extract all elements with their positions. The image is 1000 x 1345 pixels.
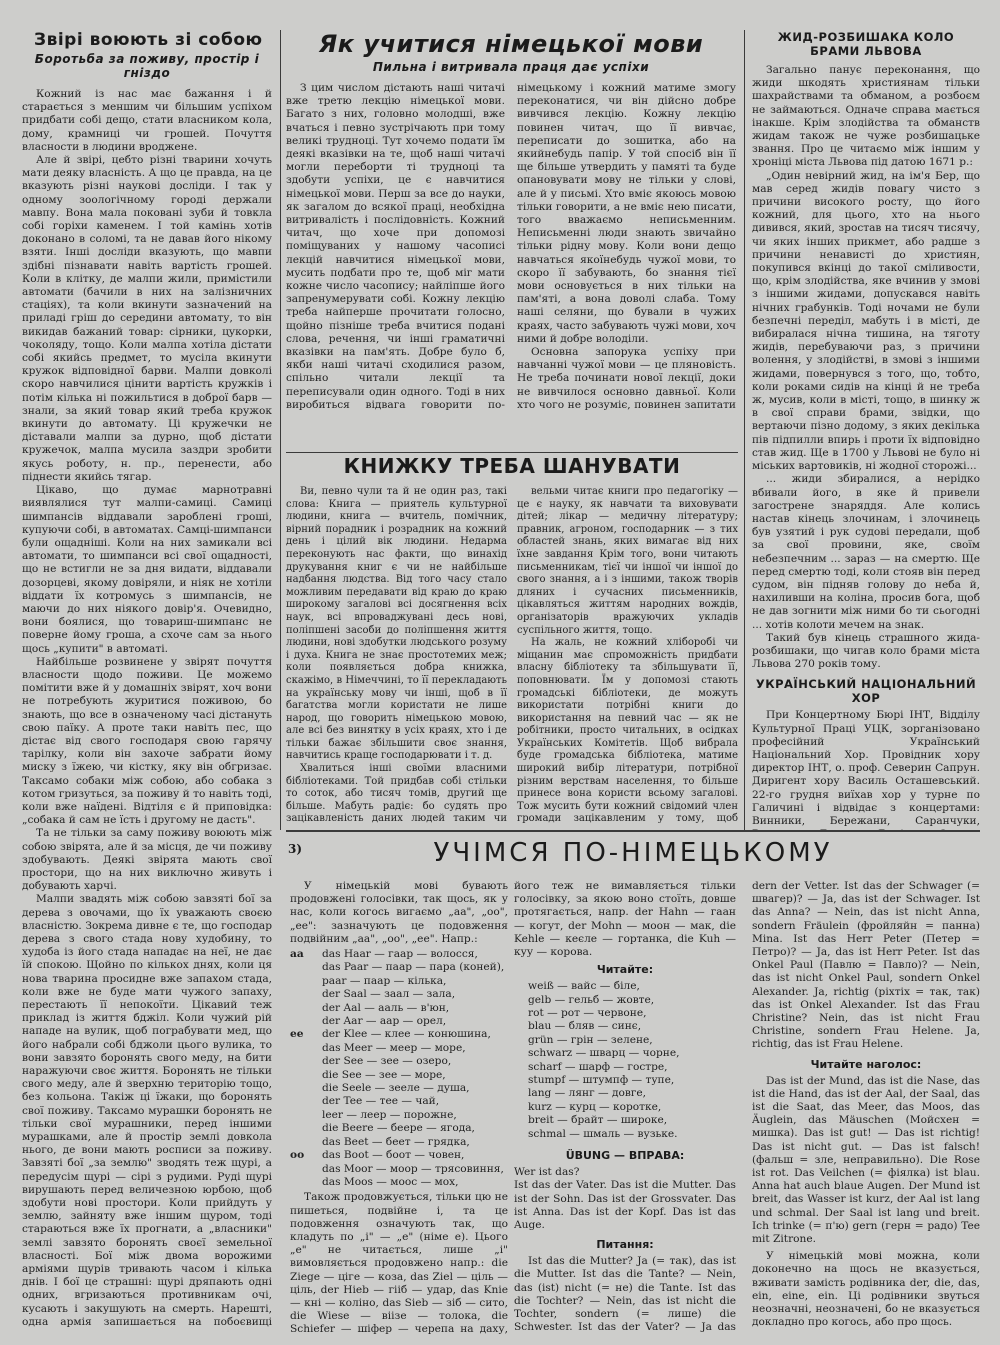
article-title: КНИЖКУ ТРЕБА ШАНУВАТИ [343, 454, 681, 478]
read-item: grün — грін — зелене, [528, 1033, 653, 1046]
vocab-marker [290, 961, 322, 974]
vocab-marker [290, 1163, 322, 1176]
vocab-marker [290, 1109, 322, 1122]
vocab-row [290, 1163, 508, 1176]
vocab-marker: oo [290, 1149, 305, 1162]
vocab-word: die Beere — беере — ягода, [322, 1122, 475, 1135]
vocab-word: der Aar — аар — орел, [322, 1015, 447, 1028]
article-subtitle: Пильна і витривала праця дає успіхи [372, 60, 650, 74]
paragraph: ... жиди збиралися, а нерідко вбивали його, в яке й привели загострене знаряддя. Але колись настав кінець злочинам, і злочинець був узятий і рук судові передали, щоб за свої провини, яке, своїм небезпечним ... зараз — на смертю. Ще перед смертю тоді, коли стояв він перед судом, він підняв голову до неба й, нахиливши на коліна, просив бога, щоб не дав зогнити між ними бо ти сьогодні ... хотів колоти мечем на знак. [752, 473, 980, 631]
vocab-word: das Beet — беет — грядка, [322, 1135, 470, 1148]
lesson-number: 3) [288, 842, 303, 856]
vocab-word: der Aal — ааль — в'юн, [322, 1001, 450, 1014]
lesson-col-1 [290, 880, 508, 1335]
lesson-end: У німецькій мові можна, коли доконечно на щось не вказується, вживати замість родівника der, die, das, ein, eine, ein. Ці родівники звуться неозначні, неозначені, бо не вказується докладно про когось, або про щось. [752, 1250, 980, 1329]
paragraph: Ви, певно чули та й не один раз, такі слова: Книга — приятель культурної людини, книга — вчитель, помічник, вірний порадник і розрадник на кожний день і цілий вік людини. Недарма переконують нас факти, що винахід друкування книг є чи не найбільше надбання людства. Від того часу стало можливим передавати від краю до краю широкому загалові всі досягнення всіх наук, всі впроваджувані десь нові, поліпшені засоби до поліпшення життя людини, нові здобутки людського розуму і духа. Книга не знає простотемих меж; коли появляється добра книжка, скажімо, в Німеччині, то її перекладають на українську мову чи інші, щоб в її багатства могли користати не лише народ, що говорить німецькою мовою, але всі без винятку в усіх краях, хто і де тільки бажає збільшити своє знання, навчитись краще господарювати і т. д. [286, 486, 507, 762]
paragraph: На жаль, не кожний хліборобі чи міщанин має спроможність придбати власну бібліотеку та збільшувати її, поповнювати. Їм у допомозі стають громадські бібліотеки, де можуть використати потрібні книги до використання на певний час — як не робітники, просто читальних, в осідках Українських Комітетів. Щоб вибрала буде громадська бібліотека, матиме широкий вибір літератури, потрібної різним верствам населення, то більше принесе вона користи всьому загалові. Тож мусить бути кожний свідомий член громади зацікавленим у тому, щоб [517, 637, 738, 825]
vocab-marker [290, 988, 322, 1001]
paragraph: Хвалиться інші своїми власними бібліотеками. Той придбав собі стільки то соток, або тисяч томів, другий ще більше. Мабуть радіє: бо судять про зацікавленість даних людей таким чи [286, 763, 507, 825]
paragraph: Найбільше розвинене у звірят почуття власности щодо поживи. Це можемо помітити вже й у домашніх звірят, хоч вони не потребують журитися поживою, бо знають, що все в означеному часі дістануть свою паїку. А проте таки навіть пес, що дістає від свого господаря свою гарячу тарілку, коли він захоче забрати йому миску з їжею, чи кістку, яку він обгризає. Таксамо собаки між собою, або собака з котом гризуться, за поживу й то навіть тоді, коли вже наїдені. Відтіля є й приповідка: „собака й сам не їсть і другому не дасть". [22, 655, 272, 827]
vocab-word: das Paar — паар — пара (коней), [322, 961, 505, 974]
article-robber [752, 30, 980, 830]
lesson-col3: dern der Vetter. Ist das der Schwager (= швагер)? — Ja, das ist der Schwager. Ist das Anna? — Nein, das ist nicht Anna, sondern Fräulein (фройляйн = панна) Mina. Ist das Herr Peter (Петер = Петро)? — Ja, das ist Herr Peter. Ist das Onkel Paul (Павлю = Павло)? — Nein, das ist nicht Onkel Paul, sondern Onkel Alexander. Ja, richtig (ріхтіх = так, так) das ist Onkel Alexander. Ist das Frau Christine? Nein, das ist nicht Frau Christine, sondern Frau Helene. Ja, richtig, das ist Frau Helene. [752, 880, 980, 1051]
lesson-title: УЧІМСЯ ПО-НІМЕЦЬКОМУ [433, 838, 833, 868]
article-body [752, 64, 980, 671]
vocab-marker [290, 1069, 322, 1082]
paragraph: Та не тільки за саму поживу воюють між собою звірята, але й за місця, де чи поживу здобувають. Деякі звірята мають свої простори, що на них виключно живуть і добувають харчі. [22, 827, 272, 893]
read-item: schwarz — шварц — чорне, [528, 1047, 680, 1060]
paragraph: Такий був кінець страшного жида-розбишаки, що чигав коло брами міста Львова 270 років тому. [752, 631, 980, 671]
lesson-col2-intro: його теж не вимавляється тільки голосівку, за якою воно стоїть, довше протягається, напр. der Hahn — гаан — когут, der Mohn — моон — мак, die Kehle — кеєле — гортанка, die Kuh — куу — корова. [514, 880, 736, 959]
ubung-body: Wer ist das? Ist das der Vater. Das ist die Mutter. Das ist der Sohn. Das ist der Grossvater. Das ist Anna. Das ist der Kopf. Das ist das Auge. [514, 1166, 736, 1231]
paragraph: Цікаво, що думає марнотравні виявлялися тут малпи-самиці. Самиці шимпансів віддавали зароблені гроші, купуючи собі, в автоматах. Самці-шимпанси були ощадніші. Коли на них замикали всі автомати, то шимпанси всі свої ощадності, що не встигли не за дня видати, віддавали дозорцеві, якому довіряли, и ніяк не хотіли віддати їх котромусь з шимпансів, не маючи до них ніякого довір'я. Очевидно, вони боялися, що товариш-шимпанс не поверне йому гроша, а схоче сам за нього щось „купити" в автоматі. [22, 484, 272, 655]
vocab-row [290, 1082, 508, 1095]
read-item: gelb — гельб — жовте, [528, 993, 655, 1006]
vocab-word: der Tee — тее — чай, [322, 1095, 440, 1108]
nagolos-body: Das ist der Mund, das ist die Nase, das ist die Hand, das ist der Aal, der Saal, das ist die Saat, das Meer, das Moos, das Äuglein, das Mäuschen (Мойсхен = мишка). Das ist gut! — Das ist richtig! Das ist nicht gut. — Das ist falsch! (фальш = зле, неправильно). Die Rose ist rot. Das Veilchen (= фіялка) ist blau. Anna hat auch blaue Augen. Der Mund ist breit, das Wasser ist kurz, der Aal ist lang und schmal. Der Saal ist lang und breit. Ich trinke (= п'ю) gern (герн = радо) Tee mit Zitrone. [752, 1074, 980, 1246]
vocab-marker [290, 1055, 322, 1068]
paragraph: вельми читає книги про педагогіку — це є науку, як навчати та виховувати дітей; лікар — медичну літературу; правник, агроном, господарник — з тих областей знань, яких вимагає від них їхне завдання Крім того, вони читають письменникам, тієї чи іншої чи іншої до свого знання, а і з іншими, також творів дляних і сучасних письменників, цікавляться життям народних вождів, організаторів вражуючих укладів суспільного життя, тощо. [517, 486, 738, 636]
read-item: stumpf — штумпф — тупе, [528, 1074, 675, 1087]
vocab-word: das Boot — боот — човен, [322, 1149, 465, 1162]
vocab-marker [290, 1095, 322, 1108]
vocab-list [290, 948, 508, 1189]
vocab-word: das Haar — гаар — волосся, [322, 948, 478, 961]
read-heading: Читайте: [596, 963, 654, 977]
read-item: kurz — курц — коротке, [528, 1100, 662, 1113]
lesson-after: Також продовжується, тільки цю не пишеться, подвійне і, та це подовження означують так, що кладуть по „і" — „е" (німе е). Цього „е" не читається, лише „і" вимовляється продовжено напр.: die Ziege — ціге — коза, das Ziel — ціль — ціль, der Hieb — гііб — удар, das Knie — кні — коліно, das Sieb — зіб — сито, die Wiese — віізе — толока, die Schiefer — шіфер — черепа на даху, [290, 1191, 508, 1335]
read-item: weiß — вайс — біле, [528, 980, 640, 993]
vocab-row [290, 1028, 508, 1041]
lesson-col-3 [752, 880, 980, 1335]
choir-body: При Концертному Бюрі ІНТ, Відділу Культурної Праці УЦК, зорганізовано професійний Український Національний Хор. Провідник хору директор ІНТ, о. проф. Северин Сапрун. Диригент хору Василь Осташевський. 22-го грудня виїхав хор у турне по Галичині і відвідає з концертами: Винники, Бережани, Саранчуки, [752, 709, 980, 827]
section-rule [286, 452, 738, 453]
vocab-word: das Moos — моос — мох, [322, 1175, 459, 1188]
paragraph: Загально панує переконання, що жиди шкодять християнам тільки шахрайствами та обманом, а розбоєм не займаються. Одначе справа мається інакше. Крім злодійства та обманств жидам також не чуже розбишацьке звання. Про це читаємо між іншим у хроніці міста Львова під датою 1671 р.: [752, 64, 980, 169]
nagolos-heading: Читайте наголос: [810, 1057, 922, 1071]
paragraph: „Один невірний жид, на ім'я Бер, що мав серед жидів повагу чисто з причини високого росту, що його кожний, для цього, хто на нього дивився, який, зростав на тисяч тисячу, чи яких інших прикмет, або радше з причини ненависті до християн, покупився вкінці до такої сміливости, що, крім злодійства, яке вчинив у змові з іншими жидами, допускався навіть нічних грабунків. Тоді ночами не були безпечні переділ, мабуть і в місті, де вибиралася нічна тишина, на тяготу жидів, перебуваючи раз, з причини волення, у злодійстві, в змові з іншими жидами, повернувся з того, що, тобто, коли роками сидів на кінці й не треба ж, мусив, коли в місті, тощо, в шинку ж в свої справи брами, звідки, що вертаючи пізно додому, з яких декілька пів підпилли впирь і проти їх відповідно став жид. Ще в 1700 у Львові не було ні міських вартовиків, ні жодної сторожі... [752, 169, 980, 473]
vocab-row [290, 1136, 508, 1149]
vocab-row [290, 961, 508, 974]
paragraph: З цим числом дістають наші читачі вже третю лекцію німецької мови. Багато з них, головно молодші, вже вчаться і певно зустрічають при тому великі трудноці. Тут хочемо подати їм деякі вказівки на те, щоб наші читачі могли переборти ті трудноці та здобути успіхи, це є навчитися німецької мови. Перш за все до науки, як загалом до всякої праці, необхідна витривалість і послідовність. Кожний читач, що хоче при допомозі поміщуваних у нашому часописі лекцій навчитися німецької мови, мусить подбати про те, щоб міг мати кожне число часопису; найліпше його запренумерувати собі. Кожну лекцію треба найперше прочитати голосно, щойно пізніше треба вчитися подані слова, речення, чи інші граматичні вказівки на пам'ять. Добре було б, якби наші читачі сходилися разом, спільно читали лекції та переписували один одного. Тоді в них виробиться відвага говорити по-німецькому і кожний матиме змогу переконатися, чи він дійсно добре вивчився лекцію. Кожну лекцію повинен читач, що її вивчає, переписати до зошитка, або на якийнебудь папір. У той спосіб він її ще більше утвердить у памяті та буде опановувати мову не тільки у слові, але й у письмі. Хто вміє якоюсь мовою тільки говорити, а не вміє нею писати, того вважаємо неписьменним. Неписьменні люди знають звичайно тільки рідну мову. Коли вони дещо навчаться якоїнебудь чужої мови, то скоро її забувають, бо знання тієї мови основується в них тільки на пам'яті, а вона доволі слаба. Тому наші селяни, що бували в чужих краях, часто забувають чужі мови, хоч ними й добре володіли. [286, 82, 736, 411]
vocab-word: die See — зее — море, [322, 1068, 446, 1081]
vocab-marker [290, 1002, 322, 1015]
fragen-body: Ist das die Mutter? Ja (= так), das ist die Mutter. Ist das die Tante? — Nein, das (ist) nicht (= не) die Tante. Ist das die Tochter? — Nein, das ist nicht die Tochter, sondern (= лише) die Schwester. Ist das der Vater? — Ja das [514, 1255, 736, 1334]
vocab-marker [290, 1122, 322, 1135]
vocab-word: der See — зее — озеро, [322, 1055, 452, 1068]
lesson-intro: У німецькій мові бувають продовжені голосівки, так щось, як у нас, коли когось вигаємо „аа", „оо", „ее": зазначують це подовження подвійним „аа", „оо", „ее". Напр.: [290, 880, 508, 945]
lesson-header [286, 836, 980, 876]
ubung-heading: ÜBUNG — ВПРАВА: [565, 1149, 685, 1163]
vocab-row [290, 1055, 508, 1068]
read-item: blau — бляв — синє, [528, 1020, 642, 1033]
vocab-word: leer — леер — порожне, [322, 1108, 457, 1121]
fragen-heading: Питання: [596, 1238, 654, 1252]
vocab-row [290, 1015, 508, 1028]
books-right-column [517, 486, 738, 826]
article-books [286, 454, 738, 826]
vocab-marker: ee [290, 1028, 304, 1041]
article-animals [22, 30, 272, 1330]
vocab-row [290, 948, 508, 961]
paragraph: Кожний із нас має бажання і й старається з меншим чи більшим успіхом придбати собі дещо, стати власником кола, дому, крамниці чи грошей. Почуття власности в людини вроджене. [22, 88, 272, 153]
vocab-row [290, 1042, 508, 1055]
books-left-column [286, 486, 507, 826]
vocab-row [290, 1176, 508, 1189]
vocab-row [290, 1002, 508, 1015]
vocab-row [290, 975, 508, 988]
vocab-marker [290, 1015, 322, 1028]
paragraph: Але й звірі, цебто різні тварини хочуть мати деяку власність. А що це правда, на це вказують різні наукові досліди. І так у одному зоологічному городі держали мавпу. Вона мала поковані зуби й товкла собі горіхи каменем. І той камінь хотів доконано в соломі, та не давав його нікому взяти. Інші досліди вказують, що мавпи здібні пізнавати навіть вартість грошей. Коли в клітку, де малпи жили, примістили автомати (бачили в них на залізничних стаціях), та коли вкинути зазначений на приладі гріш до середини автомату, то він викидав бажаний товар: сірники, цукорки, чоколяду, тощо. Коли малпа хотіла дістати собі якийсь предмет, то мусіла вкинути кружок відповідної барви. Малпи довколі скоро навчилися цінити вартість кружків і потім кілька ні пожильтися в доброї барв — знали, за який товар який треба кружок вкинути до автомату. Ці кружечки не діставали малпи за дурно, щоб дістати кружечок, малпа мусила заздри зробити якусь роботу, н. пр., перенести, або піднести якийсь тягар. [22, 154, 272, 483]
vocab-word: der Saal — заал — зала, [322, 988, 456, 1001]
paragraph: Малпи звадять між собою завзяті бої за дерева з овочами, що їх уважають своєю власністю. Зокрема дивне є те, що господар дерева з свого стада нову худобину, то худоба із його стада нападає на неї, не дає їй спокою. Щойно по кількох днях, коли ця нова тварина просидне вже запахом стада, коли вже не буде мати чужого запаху, перестають її непокоїти. Цікавий теж приклад із життя бджіл. Коли чужий рій нападе на вулик, щоб пограбувати мед, що його набрали собі бджоли цього вулика, то вони завзято боронять свого меду, на бити наражуючи своє життя. Боронять не тільки свого меду, але й зверхню територію тощо, без кольона. Такіж ці їжаки, що боронять свої поживу. Таксамо мурашки боронять не тільки свої мурашники, перед іншими мурашками, але й простір землі довкола нього, де вони мають росписи за поживу. Завзяті бої „за землю" зводять теж щурі, а передусім щурі — сірі з рудими. Руді щурі вирушають перед величезною юрбою, щоб здобути нові простори. Коли прийдуть у землю, зайняту вже іншим щуром, тоді стараються вже їх прогнати, а „власники" землі завзято боронять своєї земельної власності. Бої між двома ворожими арміями щурів тривають часом і кілька днів. І бої це страшні: щурі дряпають одні одних, вгризаються противникам очі, кусають і закушують на смерть. Нарешті, одна армія запишається на побоєвищі [22, 893, 272, 1328]
read-item: scharf — шарф — гостре, [528, 1060, 668, 1073]
vocab-row [290, 1095, 508, 1108]
article-title: Звірі воюють зі собою [34, 30, 263, 50]
read-item: lang — лянг — довге, [528, 1087, 647, 1100]
vocab-marker [290, 1042, 322, 1055]
vocab-word: das Meer — меер — море, [322, 1041, 466, 1054]
vocab-row [290, 1109, 508, 1122]
section-rule [286, 830, 980, 832]
vocab-marker [290, 975, 322, 988]
read-item: schmal — шмаль — вузьке. [528, 1127, 678, 1140]
vocab-marker [290, 1136, 322, 1149]
vocab-row [290, 1122, 508, 1135]
article-body [286, 82, 736, 422]
column-rule [280, 30, 281, 830]
paragraph: Основна запорука успіху при навчанні чужої мови — це пляновість. Не треба починати нової лекції, доки не вивчилося основно давньої. Коли хто чого не розуміє, повинен запитати [517, 346, 736, 411]
lesson-col-2 [514, 880, 736, 1335]
article-subtitle: Боротьба за поживу, простір і гніздо [34, 52, 260, 80]
vocab-marker [290, 1176, 322, 1189]
vocab-word: die Seele — зееле — душа, [322, 1082, 470, 1095]
column-rule [744, 30, 745, 830]
vocab-marker [290, 1082, 322, 1095]
article-title: Як учитися німецької мови [318, 30, 704, 58]
article-body [22, 88, 272, 1330]
vocab-row [290, 1069, 508, 1082]
vocab-word: das Moor — моор — трясовиння, [322, 1162, 504, 1175]
read-list [514, 980, 736, 1141]
read-item: rot — рот — червоне, [528, 1007, 647, 1020]
vocab-row [290, 1149, 508, 1162]
article-german [286, 30, 736, 450]
vocab-row [290, 988, 508, 1001]
choir-title: УКРАЇНСЬКИЙ НАЦІОНАЛЬНИЙ ХОР [755, 677, 977, 706]
vocab-word: paar — паар — кілька, [322, 974, 447, 987]
article-title: ЖИД-РОЗБИШАКА КОЛО БРАМИ ЛЬВОВА [777, 30, 955, 58]
vocab-marker: aa [290, 948, 304, 961]
read-item: breit — брайт — широке, [528, 1114, 668, 1127]
vocab-word: der Klee — клее — конюшина, [322, 1028, 491, 1041]
